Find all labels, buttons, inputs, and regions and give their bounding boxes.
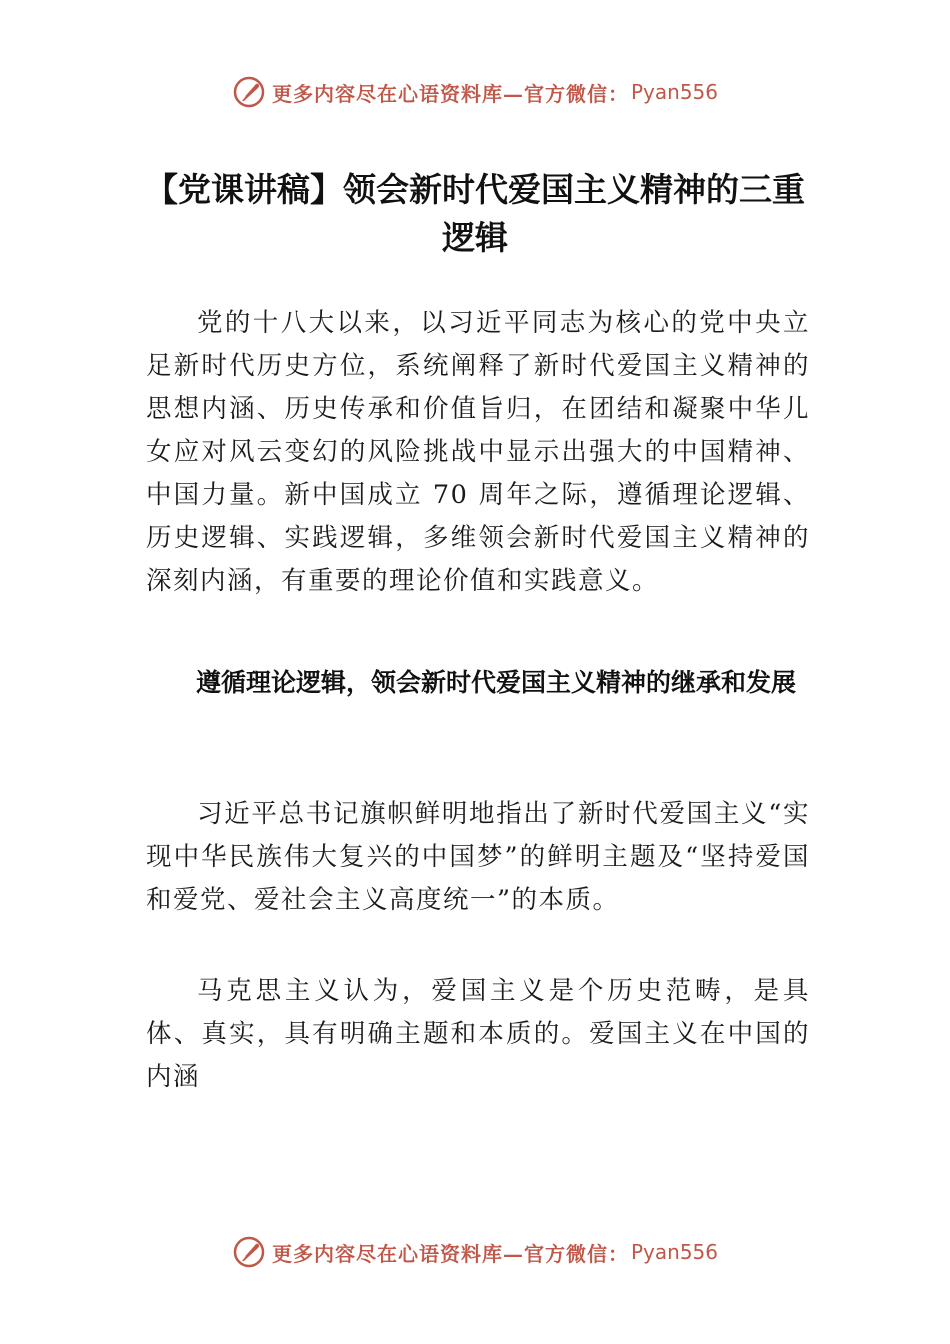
footer-banner — [0, 1232, 950, 1272]
banner-wechat-id: Pyan556 — [630, 1240, 718, 1264]
section-heading: 遵循理论逻辑，领会新时代爱国主义精神的继承和发展 — [196, 668, 797, 697]
paragraph: 习近平总书记旗帜鲜明地指出了新时代爱国主义“实现中华民族伟大复兴的中国梦”的鲜明主题及“坚持爱国和爱党、爱社会主义高度统一”的本质。 — [146, 799, 810, 915]
banner-wechat-id: Pyan556 — [630, 80, 718, 104]
paragraph: 党的十八大以来，以习近平同志为核心的党中央立足新时代历史方位，系统阐释了新时代爱国主义精神的思想内涵、历史传承和价值旨归，在团结和凝聚中华儿女应对风云变幻的风险挑战中显示出强大的中国精神、中国力量。新中国成立 70 周年之际，遵循理论逻辑、历史逻辑、实践逻辑，多维领会新时代爱国主义精神的深刻内涵，有重要的理论价值和实践意义。 — [146, 308, 810, 596]
header-banner — [0, 72, 950, 112]
quill-pen-logo-icon — [232, 1235, 266, 1269]
banner-text: 更多内容尽在心语资料库—官方微信： — [271, 81, 629, 106]
document-title: 【党课讲稿】领会新时代爱国主义精神的三重逻辑 — [145, 170, 805, 257]
paragraph: 马克思主义认为，爱国主义是个历史范畴，是具体、真实，具有明确主题和本质的。爱国主义在中国的内涵 — [146, 976, 810, 1092]
banner-text: 更多内容尽在心语资料库—官方微信： — [271, 1241, 629, 1266]
quill-pen-logo-icon — [232, 75, 266, 109]
